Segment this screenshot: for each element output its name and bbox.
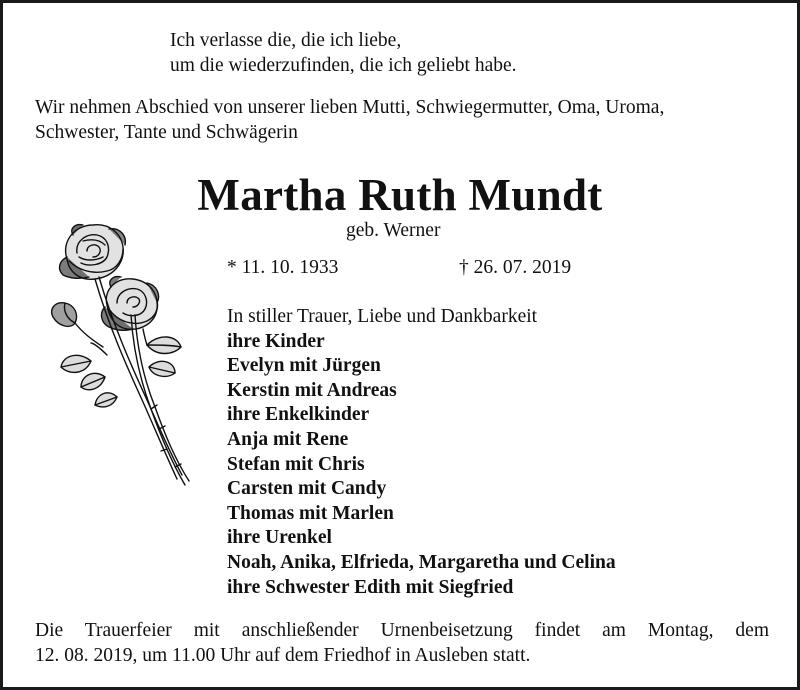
maiden-name: geb. Werner — [346, 220, 441, 241]
ceremony-line-1: Die Trauerfeier mit anschließender Urnenbeisetzung findet am Montag, dem — [35, 620, 769, 641]
rose-illustration-icon — [47, 217, 197, 492]
intro-line-1: Wir nehmen Abschied von unserer lieben Mutti, Schwiegermutter, Oma, Uroma, — [35, 97, 665, 118]
poem-line-2: um die wiederzufinden, die ich geliebt habe. — [170, 55, 517, 76]
mourner-line: ihre Kinder — [227, 330, 325, 352]
poem-line-1: Ich verlasse die, die ich liebe, — [170, 30, 402, 51]
deceased-name: Martha Ruth Mundt — [197, 170, 603, 220]
mourner-line: ihre Enkelkinder — [227, 404, 370, 426]
mourner-line: Evelyn mit Jürgen — [227, 355, 381, 377]
upper-rose-icon — [60, 225, 126, 280]
intro-line-2: Schwester, Tante und Schwägerin — [35, 122, 298, 143]
farewell-intro — [35, 96, 664, 146]
ceremony-line-2: 12. 08. 2019, um 11.00 Uhr auf dem Friedhof in Ausleben statt. — [35, 645, 531, 666]
mourner-line: Kerstin mit Andreas — [227, 379, 397, 401]
mourner-line: ihre Urenkel — [227, 527, 332, 549]
death-date: † 26. 07. 2019 — [459, 257, 572, 278]
mourner-line: Anja mit Rene — [227, 428, 349, 450]
mourner-line: ihre Schwester Edith mit Siegfried — [227, 576, 514, 598]
birth-date: * 11. 10. 1933 — [227, 257, 339, 278]
mourner-line: Thomas mit Marlen — [227, 502, 394, 524]
mourner-line: Carsten mit Candy — [227, 478, 387, 500]
lower-rose-icon — [102, 277, 159, 331]
poem-verse — [170, 29, 517, 79]
mourner-line: Noah, Anika, Elfrieda, Margaretha und Celina — [227, 551, 616, 573]
mourners-lead: In stiller Trauer, Liebe und Dankbarkeit — [227, 306, 538, 327]
ceremony-details — [35, 619, 769, 668]
mourners-list — [227, 305, 616, 600]
mourner-line: Stefan mit Chris — [227, 453, 365, 475]
rose-bud-icon — [52, 303, 103, 347]
